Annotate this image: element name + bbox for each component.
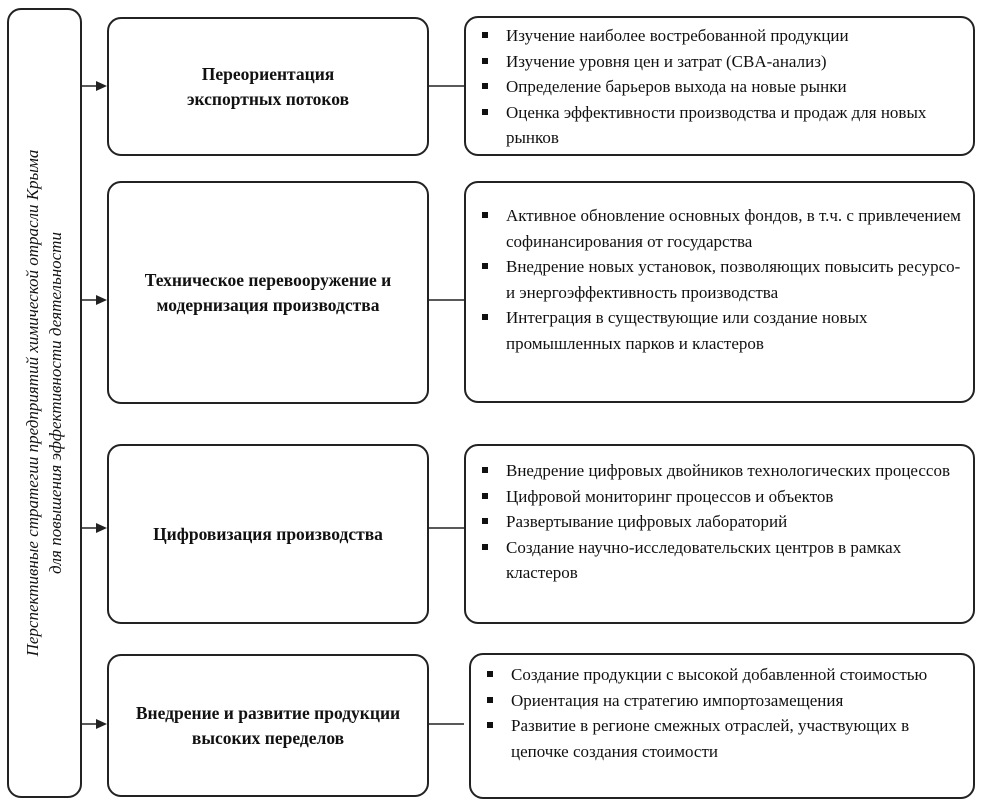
- strategy-title: Цифровизация производства: [153, 523, 383, 544]
- arrow-4: [96, 719, 107, 729]
- list-item: Развертывание цифровых лабораторий: [466, 509, 973, 535]
- list-item: Оценка эффективности производства и продаж для новых рынков: [466, 100, 973, 151]
- strategy-title: Техническое перевооружение и модернизация производства: [144, 269, 392, 315]
- arrow-3: [96, 523, 107, 533]
- list-item: Интеграция в существующие или создание новых промышленных парков и кластеров: [466, 305, 973, 356]
- detail-list: [466, 458, 973, 586]
- detail-list: [466, 23, 973, 151]
- detail-list: [471, 662, 973, 764]
- strategy-box-2: [107, 181, 429, 404]
- list-item: Изучение наиболее востребованной продукции: [466, 23, 973, 49]
- list-item: Развитие в регионе смежных отраслей, участвующих в цепочке создания стоимости: [471, 713, 973, 764]
- list-item: Создание продукции с высокой добавленной стоимостью: [471, 662, 973, 688]
- detail-box-2: [464, 181, 975, 403]
- arrow-2: [96, 295, 107, 305]
- detail-box-1: [464, 16, 975, 156]
- strategy-box-3: [107, 444, 429, 624]
- arrow-1: [96, 81, 107, 91]
- list-item: Ориентация на стратегию импортозамещения: [471, 688, 973, 714]
- list-item: Активное обновление основных фондов, в т.ч. с привлечением софинансирования от государства: [466, 203, 973, 254]
- root-label: [21, 23, 67, 783]
- root-label-line1: Перспективные стратегии предприятий химической отрасли Крыма: [23, 149, 42, 657]
- detail-box-4: [469, 653, 975, 799]
- root-label-line2: для повышения эффективности деятельности: [46, 232, 65, 574]
- detail-list: [466, 203, 973, 356]
- strategy-title: Внедрение и развитие продукции высоких переделов: [135, 702, 401, 748]
- strategy-box-4: [107, 654, 429, 797]
- strategy-title: Переориентация экспортных потоков: [186, 63, 350, 109]
- strategy-box-1: [107, 17, 429, 156]
- list-item: Цифровой мониторинг процессов и объектов: [466, 484, 973, 510]
- list-item: Определение барьеров выхода на новые рынки: [466, 74, 973, 100]
- list-item: Создание научно-исследовательских центров в рамках кластеров: [466, 535, 973, 586]
- list-item: Изучение уровня цен и затрат (CBA-анализ): [466, 49, 973, 75]
- list-item: Внедрение новых установок, позволяющих повысить ресурсо- и энергоэффективность производства: [466, 254, 973, 305]
- detail-box-3: [464, 444, 975, 624]
- list-item: Внедрение цифровых двойников технологических процессов: [466, 458, 973, 484]
